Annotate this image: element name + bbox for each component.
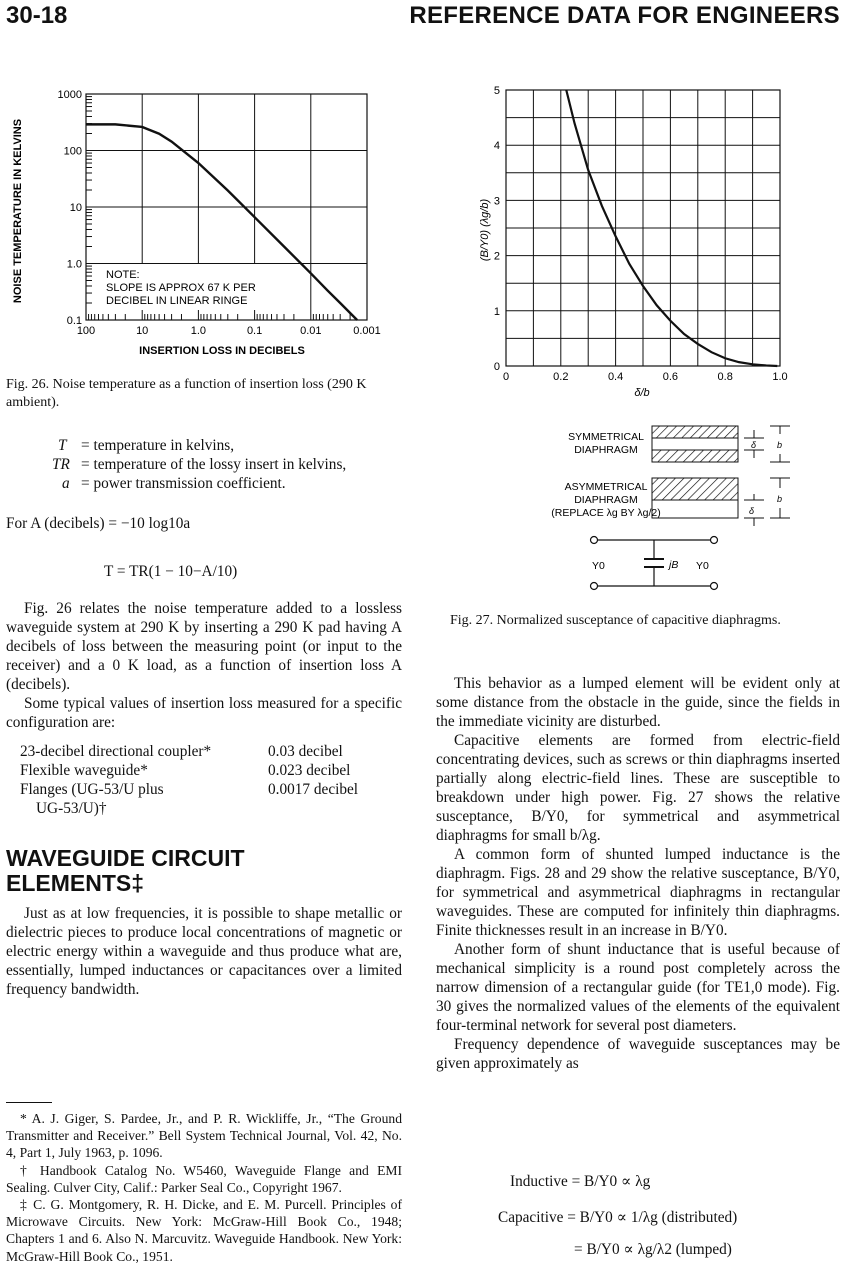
fig26-xlabel: INSERTION LOSS IN DECIBELS — [139, 345, 305, 357]
table-row — [6, 742, 402, 761]
page-header — [6, 2, 840, 30]
table-item: UG-53/U)† — [36, 800, 107, 817]
fig26-y-tick-label: 1.0 — [66, 258, 82, 271]
fig26-note-line: NOTE: — [106, 269, 140, 281]
definition-text: = power transmission coefficient. — [81, 475, 286, 492]
heading-line: ELEMENTS‡ — [6, 870, 145, 896]
fig26-y-tick-label: 0.1 — [66, 315, 82, 327]
jb-label: jB — [669, 559, 679, 571]
table-row — [6, 761, 402, 780]
paragraph: Some typical values of insertion loss measured for a specific configuration are: — [6, 695, 402, 731]
fig27-y-tick-label: 0 — [493, 361, 500, 373]
b-label: b — [777, 440, 783, 450]
right-body — [436, 674, 840, 1073]
definition-row — [6, 455, 402, 474]
section-heading — [6, 846, 402, 896]
definition-row — [6, 474, 402, 493]
table-row — [6, 780, 402, 799]
b-label: b — [777, 494, 783, 504]
fig26-ylabel: NOISE TEMPERATURE IN KELVINS — [12, 118, 24, 304]
fig26-y-tick-label: 1000 — [57, 89, 82, 101]
symmetrical-label: DIAPHRAGM — [574, 444, 638, 456]
fig27-caption: Fig. 27. Normalized susceptance of capacitive diaphragms. — [450, 613, 781, 628]
paragraph: Frequency dependence of waveguide susceptances may be given approximately as — [436, 1036, 840, 1072]
fig26-x-tick-label: 0.1 — [246, 325, 263, 337]
fig27-x-tick-label: 0.4 — [607, 371, 624, 383]
fig26-x-tick-label: 1.0 — [190, 325, 207, 337]
left-body — [6, 599, 402, 732]
for-a-equation: For A (decibels) = −10 log10a — [6, 515, 191, 532]
fig26-x-tick-label: 0.01 — [300, 325, 322, 337]
table-item: Flexible waveguide* — [20, 762, 148, 779]
running-title: REFERENCE DATA FOR ENGINEERS — [409, 2, 840, 29]
fig26-note-line: DECIBEL IN LINEAR RINGE — [106, 295, 248, 307]
footnote-rule — [6, 1102, 52, 1103]
y0-right-label: Y0 — [696, 560, 709, 572]
table-item: 23-decibel directional coupler* — [20, 743, 212, 760]
paragraph: Another form of shunt inductance that is useful because of mechanical simplicity is a round post completely across the narrow dimension of a rectangular guide (for TE1,0 mode). Fig. 30 gives the normalized values of the elements of the equivalent four-terminal network for several post diameters. — [436, 941, 840, 1034]
fig26-chart — [0, 80, 420, 370]
table-value: 0.023 decibel — [268, 762, 351, 779]
definition-symbol: a — [62, 475, 70, 492]
inductive-equation: Inductive = B/Y0 ∝ λg — [510, 1173, 651, 1190]
fig26-x-tick-label: 0.001 — [353, 325, 381, 337]
paragraph: A common form of shunted lumped inductance is the diaphragm. Figs. 28 and 29 show the relative susceptance, B/Y0, for symmetrical and asymmetrical diaphragms in rectangular waveguides. These are computed for infinitely thin diaphragms. Finite thicknesses result in an increase in B/Y0. — [436, 846, 840, 939]
delta-label: δ — [751, 440, 757, 450]
fig26-y-tick-label: 10 — [69, 202, 82, 214]
paragraph: Just as at low frequencies, it is possible to shape metallic or dielectric pieces to produce local concentrations of magnetic or electric energy within a waveguide and thus produce what are, essentially, lumped inductances or capacitances over a limited frequency bandwidth. — [6, 905, 402, 998]
fig27-y-tick-label: 3 — [493, 195, 500, 208]
fig26-note-line: SLOPE IS APPROX 67 K PER — [106, 282, 256, 294]
asymmetrical-label: ASYMMETRICAL — [564, 481, 648, 493]
definition-symbol: T — [58, 437, 67, 454]
capacitive-equation: Capacitive = B/Y0 ∝ 1/λg (distributed) — [498, 1209, 738, 1226]
table-value: 0.0017 decibel — [268, 781, 359, 798]
asymmetrical-dimension-icon — [744, 478, 790, 526]
footnote: † Handbook Catalog No. W5460, Waveguide Flange and EMI Sealing. Culver City, Calif.: Parker Seal Co., Copyright 1967. — [6, 1162, 402, 1195]
definition-text: = temperature of the lossy insert in kelvins, — [81, 456, 347, 473]
page-number: 30-18 — [6, 2, 68, 29]
fig26-x-tick-label: 10 — [136, 325, 149, 337]
fig27-grid — [506, 90, 780, 366]
left-body-2 — [6, 904, 402, 999]
fig27-y-tick-label: 5 — [493, 85, 500, 97]
table-value: 0.03 decibel — [268, 743, 343, 760]
paragraph: Fig. 26 relates the noise temperature added to a lossless waveguide system at 290 K by inserting a 290 K pad having A decibels of loss between the measuring point (or input to the receiver) and a 0 K load, as a function of insertion loss A (decibels). — [6, 600, 402, 693]
footnote: * A. J. Giger, S. Pardee, Jr., and P. R. Wickliffe, Jr., “The Ground Transmitter and Receiver.” Bell System Technical Journal, Vol. 42, No. 4, Part 1, July 1963, p. 1096. — [6, 1111, 402, 1161]
definition-row — [6, 436, 402, 455]
paragraph: This behavior as a lumped element will be evident only at some distance from the obstacle in the guide, since the fields in the immediate vicinity are disturbed. — [436, 675, 840, 730]
footnote: ‡ C. G. Montgomery, R. H. Dicke, and E. M. Purcell. Principles of Microwave Circuits. New York: McGraw-Hill Book Co., 1948; Chapters 1 and 6. Also N. Marcuvitz. Waveguide Handbook. New York: McGraw-Hill Book Co., 1951. — [6, 1197, 402, 1264]
noise-formula: T = TR(1 − 10−A/10) — [104, 563, 238, 580]
asymmetrical-diaphragm-icon — [652, 478, 738, 518]
fig27-x-tick-label: 0 — [502, 371, 510, 383]
fig26-x-tick-label: 100 — [76, 325, 96, 337]
fig27-x-tick-label: 0.6 — [662, 371, 679, 383]
symmetrical-label: SYMMETRICAL — [568, 431, 644, 443]
delta-label: δ — [749, 506, 755, 516]
y0-left-label: Y0 — [592, 560, 605, 572]
fig27-xlabel: δ/b — [634, 387, 650, 399]
fig27-x-tick-label: 0.8 — [717, 371, 733, 383]
definition-symbol: TR — [52, 456, 70, 473]
table-row — [6, 799, 402, 818]
definition-text: = temperature in kelvins, — [81, 437, 235, 454]
lumped-equation: = B/Y0 ∝ λg/λ2 (lumped) — [574, 1241, 732, 1258]
fig27-y-tick-label: 2 — [493, 250, 500, 263]
heading-line: WAVEGUIDE CIRCUIT — [6, 845, 245, 871]
fig26-y-tick-label: 100 — [63, 145, 82, 158]
fig26-caption: Fig. 26. Noise temperature as a function of insertion loss (290 K ambient). — [6, 377, 367, 410]
fig27-ylabel: (B/Y0) (λg/b) — [479, 198, 491, 262]
fig27-x-tick-label: 0.2 — [553, 371, 569, 383]
diaphragm-diagrams — [540, 418, 840, 608]
asymmetrical-label: (REPLACE λg BY λg/2) — [551, 507, 661, 519]
symmetrical-diaphragm-icon — [652, 426, 738, 462]
fig27-y-tick-label: 4 — [493, 140, 500, 153]
footnotes — [6, 1110, 402, 1265]
table-item: Flanges (UG-53/U plus — [20, 781, 164, 798]
insertion-loss-table — [6, 742, 402, 818]
asymmetrical-label: DIAPHRAGM — [574, 494, 638, 506]
fig27-chart — [470, 80, 810, 400]
fig27-x-tick-label: 1.0 — [772, 371, 788, 383]
paragraph: Capacitive elements are formed from electric-field concentrating devices, such as screws or thin diaphragms inserted partially along electric-field lines. These are susceptible to breakdown under high power. Fig. 27 shows the relative susceptance, B/Y0, for symmetrical and asymmetrical diaphragms for small b/λg. — [436, 732, 840, 844]
fig27-y-tick-label: 1 — [493, 305, 500, 318]
definitions — [6, 436, 402, 493]
